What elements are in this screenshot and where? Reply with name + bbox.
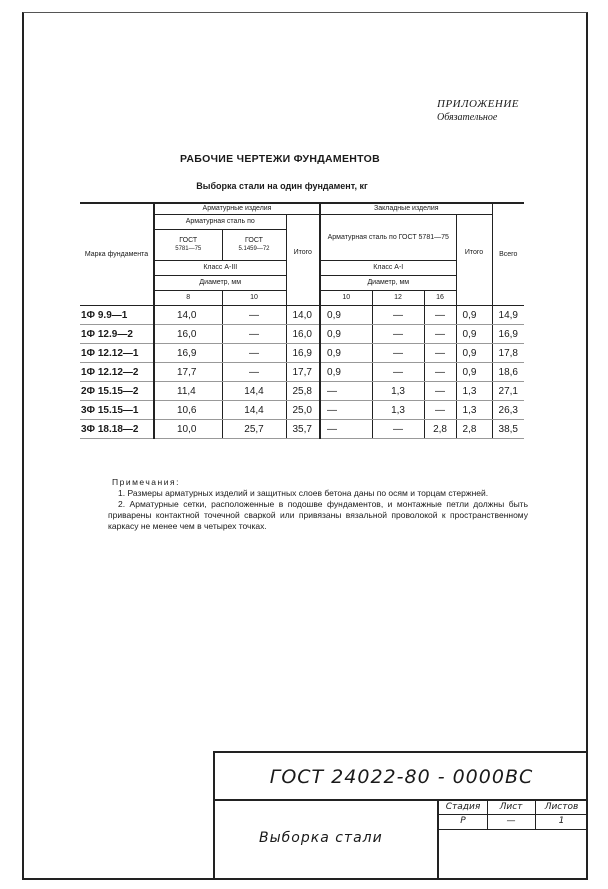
- steel-table: [80, 202, 524, 439]
- page-title: РАБОЧИЕ ЧЕРТЕЖИ ФУНДАМЕНТОВ: [180, 153, 380, 165]
- cell-grand: 17,8: [492, 344, 524, 363]
- header-total-spacer: [286, 291, 320, 306]
- cell-e16: —: [424, 363, 456, 382]
- cell-total2: 1,3: [456, 401, 492, 420]
- table-row: [80, 325, 524, 344]
- cell-d10: 25,7: [222, 420, 286, 439]
- cell-grand: 18,6: [492, 363, 524, 382]
- gost2-label: ГОСТ: [245, 237, 263, 244]
- header-diameter2: Диаметр, мм: [320, 276, 456, 291]
- cell-d10: 14,4: [222, 401, 286, 420]
- cell-total2: 0,9: [456, 306, 492, 325]
- cell-d8: 10,6: [154, 401, 222, 420]
- header-embedded-steel: Арматурная сталь по ГОСТ 5781—75: [320, 215, 456, 261]
- document-name: Выборка стали: [259, 830, 383, 846]
- cell-grand: 14,9: [492, 306, 524, 325]
- cell-total2: 0,9: [456, 344, 492, 363]
- cell-e12: 1,3: [372, 382, 424, 401]
- cell-total2: 0,9: [456, 363, 492, 382]
- cell-total: 17,7: [286, 363, 320, 382]
- stage-value: Р: [460, 816, 466, 826]
- cell-total: 14,0: [286, 306, 320, 325]
- cell-e12: —: [372, 420, 424, 439]
- table-row: [80, 344, 524, 363]
- cell-e10: —: [320, 420, 372, 439]
- cell-e12: 1,3: [372, 401, 424, 420]
- gost1-number: 5781—75: [175, 246, 202, 252]
- table-row: [80, 306, 524, 325]
- cell-e16: —: [424, 325, 456, 344]
- cell-e12: —: [372, 325, 424, 344]
- header-d8: 8: [154, 291, 222, 306]
- header-total2-spacer: [456, 291, 492, 306]
- cell-e16: —: [424, 382, 456, 401]
- annex-block: [437, 97, 519, 125]
- header-armature-steel-by: Арматурная сталь по: [154, 215, 286, 230]
- row-mark: 3Ф 15.15—1: [80, 401, 154, 420]
- cell-d8: 10,0: [154, 420, 222, 439]
- header-embedded-items: Закладные изделия: [320, 203, 492, 215]
- cell-d10: —: [222, 306, 286, 325]
- sheets-value: 1: [558, 816, 565, 826]
- cell-d8: 14,0: [154, 306, 222, 325]
- cell-total2: 1,3: [456, 382, 492, 401]
- table-row: [80, 420, 524, 439]
- row-mark: 1Ф 9.9—1: [80, 306, 154, 325]
- stamp-divider: [439, 829, 588, 830]
- stamp-divider: [439, 814, 588, 815]
- cell-e10: 0,9: [320, 325, 372, 344]
- cell-d8: 17,7: [154, 363, 222, 382]
- page-frame: [22, 12, 588, 880]
- cell-d8: 16,9: [154, 344, 222, 363]
- note-item-2: 2. Арматурные сетки, расположенные в подошве фундаментов, и монтажные петли должны быть приварены контактной точечной сваркой или привязаны вязальной проволокой к пространственному каркасу не менее чем в четырех точках.: [108, 499, 528, 531]
- cell-e16: —: [424, 401, 456, 420]
- cell-e12: —: [372, 306, 424, 325]
- cell-grand: 26,3: [492, 401, 524, 420]
- cell-total: 16,9: [286, 344, 320, 363]
- table-row: [80, 382, 524, 401]
- cell-d10: —: [222, 363, 286, 382]
- note-item-1: 1. Размеры арматурных изделий и защитных слоев бетона даны по осям и торцам стержней.: [118, 488, 489, 498]
- row-mark: 2Ф 15.15—2: [80, 382, 154, 401]
- cell-total: 25,8: [286, 382, 320, 401]
- row-mark: 3Ф 18.18—2: [80, 420, 154, 439]
- row-mark: 1Ф 12.9—2: [80, 325, 154, 344]
- cell-d10: —: [222, 325, 286, 344]
- cell-e12: —: [372, 363, 424, 382]
- header-e12: 12: [372, 291, 424, 306]
- sheet-value: —: [506, 816, 516, 826]
- cell-e16: —: [424, 306, 456, 325]
- row-mark: 1Ф 12.12—1: [80, 344, 154, 363]
- annex-status: Обязательное: [437, 112, 498, 123]
- header-total2: Итого: [456, 215, 492, 291]
- header-mark: Марка фундамента: [80, 203, 154, 306]
- header-gost1: [154, 230, 222, 261]
- header-e10: 10: [320, 291, 372, 306]
- header-diameter: Диаметр, мм: [154, 276, 286, 291]
- page-subtitle: Выборка стали на один фундамент, кг: [196, 181, 368, 191]
- notes-block: [108, 477, 528, 532]
- cell-e10: —: [320, 382, 372, 401]
- header-grand-total: Всего: [492, 203, 524, 306]
- stamp-grid: [437, 801, 588, 880]
- cell-d8: 11,4: [154, 382, 222, 401]
- notes-heading: Примечания:: [112, 477, 180, 487]
- cell-total: 16,0: [286, 325, 320, 344]
- cell-total2: 0,9: [456, 325, 492, 344]
- header-class-a1: Класс А-I: [320, 261, 456, 276]
- cell-d10: —: [222, 344, 286, 363]
- cell-e16: —: [424, 344, 456, 363]
- cell-total: 25,0: [286, 401, 320, 420]
- table-row: [80, 401, 524, 420]
- cell-e10: 0,9: [320, 306, 372, 325]
- table-row: [80, 363, 524, 382]
- header-e16: 16: [424, 291, 456, 306]
- cell-d10: 14,4: [222, 382, 286, 401]
- sheet-label: Лист: [499, 802, 523, 812]
- cell-e10: 0,9: [320, 363, 372, 382]
- sheets-label: Листов: [544, 802, 579, 812]
- gost2-number: 5.1459—72: [238, 246, 270, 252]
- title-block: [213, 751, 588, 880]
- document-code: ГОСТ 24022-80 - 0000ВС: [215, 753, 588, 801]
- cell-grand: 16,9: [492, 325, 524, 344]
- cell-e10: 0,9: [320, 344, 372, 363]
- header-total: Итого: [286, 215, 320, 291]
- cell-e10: —: [320, 401, 372, 420]
- annex-title: ПРИЛОЖЕНИЕ: [437, 98, 519, 110]
- header-d10: 10: [222, 291, 286, 306]
- cell-d8: 16,0: [154, 325, 222, 344]
- row-mark: 1Ф 12.12—2: [80, 363, 154, 382]
- header-armature-items: Арматурные изделия: [154, 203, 320, 215]
- cell-e12: —: [372, 344, 424, 363]
- cell-total: 35,7: [286, 420, 320, 439]
- stage-label: Стадия: [445, 802, 481, 812]
- cell-e16: 2,8: [424, 420, 456, 439]
- header-class-a3: Класс А-III: [154, 261, 286, 276]
- cell-grand: 38,5: [492, 420, 524, 439]
- cell-total2: 2,8: [456, 420, 492, 439]
- gost1-label: ГОСТ: [179, 237, 198, 244]
- header-gost2: [222, 230, 286, 261]
- cell-grand: 27,1: [492, 382, 524, 401]
